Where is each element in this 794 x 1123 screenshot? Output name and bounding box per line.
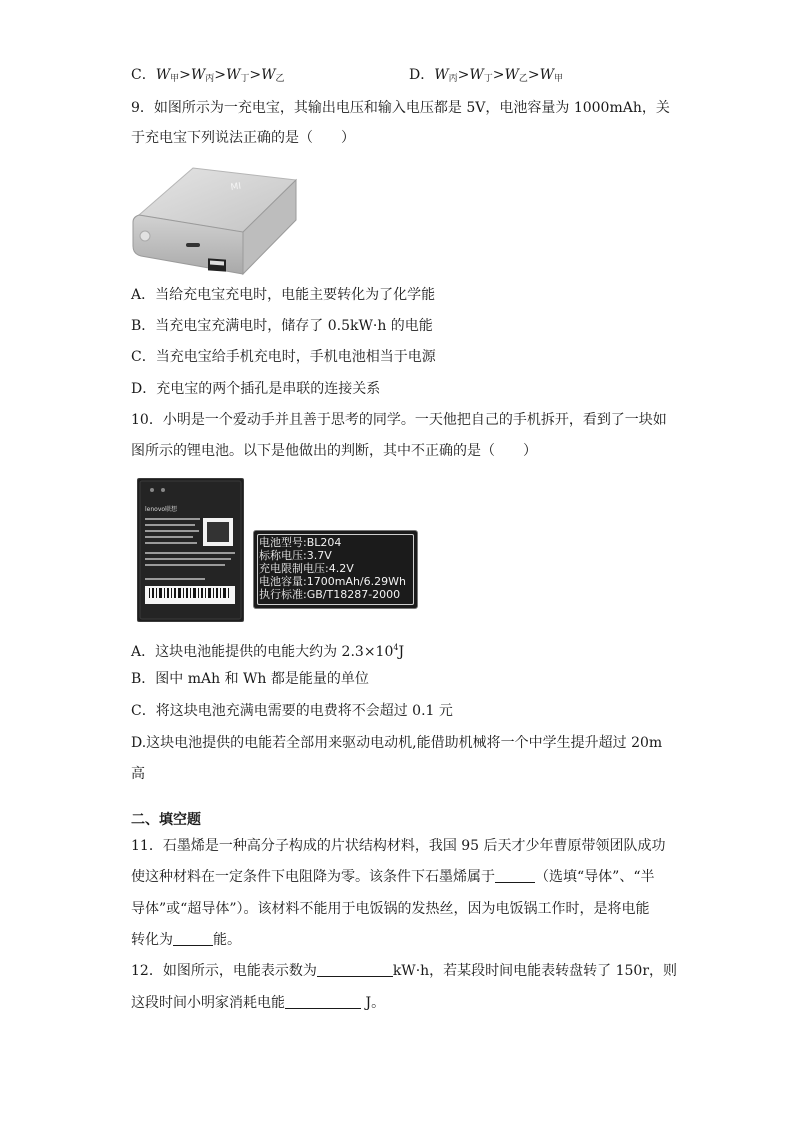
q8-option-c	[131, 65, 285, 89]
option-a-text: A．这块电池能提供的电能大约为 2.3×10	[131, 644, 394, 660]
w-symbol: >W	[179, 67, 206, 83]
w-symbol: >W	[214, 67, 241, 83]
q12-text: 12．如图所示，电能表示数为	[131, 963, 317, 979]
subscript: 乙	[275, 74, 285, 84]
q11-line4	[131, 930, 241, 950]
option-letter: D．	[409, 67, 435, 83]
power-bank-image	[131, 160, 301, 276]
label-capacity: 电池容量:1700mAh/6.29Wh	[259, 575, 406, 588]
answer-blank[interactable]	[317, 962, 393, 977]
q11-text: 能。	[213, 932, 241, 948]
label-charge-limit: 充电限制电压:4.2V	[259, 562, 354, 575]
q11-line3: 导体”或“超导体”）。该材料不能用于电饭锅的发热丝，因为电饭锅工作时，是将电能	[131, 901, 650, 917]
q9-option-d: D．充电宝的两个插孔是串联的连接关系	[131, 381, 381, 397]
subscript: 丁	[483, 74, 493, 84]
w-symbol: W	[434, 67, 449, 83]
subscript: 丙	[205, 74, 215, 84]
lithium-battery-image	[137, 478, 244, 622]
option-letter: C．	[131, 67, 156, 83]
label-model: 电池型号:BL204	[259, 536, 342, 549]
q12-line1	[131, 961, 677, 981]
w-symbol: >W	[492, 67, 519, 83]
battery-spec-label	[253, 530, 418, 609]
subscript: 丙	[448, 74, 458, 84]
subscript: 丁	[240, 74, 250, 84]
unit: J	[398, 644, 405, 660]
q10-option-d-line2: 高	[131, 766, 145, 782]
q10-option-d-line1: D.这块电池提供的电能若全部用来驱动电动机,能借助机械将一个中学生提升超过 20m	[131, 735, 663, 751]
power-bank-logo: MI	[230, 181, 242, 193]
q10-option-b: B．图中 mAh 和 Wh 都是能量的单位	[131, 671, 369, 687]
q11-text: 转化为	[131, 932, 173, 948]
q11-line1: 11．石墨烯是一种高分子构成的片状结构材料，我国 95 后天才少年曹原带领团队成功	[131, 838, 666, 854]
subscript: 乙	[518, 74, 528, 84]
q11-text: 使这种材料在一定条件下电阻降为零。该条件下石墨烯属于	[131, 869, 495, 885]
w-symbol: >W	[527, 67, 555, 83]
subscript: 甲	[554, 74, 564, 84]
q9-stem-line1: 9．如图所示为一充电宝，其输出电压和输入电压都是 5V，电池容量为 1000mAh，关	[131, 100, 670, 116]
q9-option-b: B．当充电宝充满电时，储存了 0.5kW·h 的电能	[131, 318, 433, 334]
q12-text: kW·h，若某段时间电能表转盘转了 150r，则	[392, 963, 678, 979]
q9-option-a: A．当给充电宝充电时，电能主要转化为了化学能	[131, 287, 436, 303]
w-symbol: >W	[249, 67, 276, 83]
section-title: 二、填空题	[131, 812, 201, 828]
q9-stem-line2: 于充电宝下列说法正确的是（ ）	[131, 130, 355, 146]
q11-line2	[131, 867, 654, 887]
battery-brand: lenovo联想	[145, 506, 178, 513]
q12-text: 这段时间小明家消耗电能	[131, 995, 285, 1011]
answer-blank[interactable]	[495, 868, 535, 883]
w-symbol: W	[155, 67, 171, 83]
q10-stem-line2: 图所示的锂电池。以下是他做出的判断，其中不正确的是（ ）	[131, 443, 537, 459]
exponent: 4	[393, 643, 399, 652]
q11-text: （选填“导体”、“半	[535, 869, 655, 885]
answer-blank[interactable]	[173, 931, 213, 946]
w-symbol: >W	[457, 67, 484, 83]
q10-stem-line1: 10．小明是一个爱动手并且善于思考的同学。一天他把自己的手机拆开，看到了一块如	[131, 412, 667, 428]
q12-text: J。	[361, 995, 386, 1011]
q12-line2	[131, 993, 385, 1013]
subscript: 甲	[170, 74, 180, 84]
answer-blank[interactable]	[285, 994, 361, 1009]
label-standard: 执行标准:GB/T18287-2000	[259, 588, 401, 601]
q10-option-c: C．将这块电池充满电需要的电费将不会超过 0.1 元	[131, 703, 453, 719]
q10-option-a	[131, 638, 404, 662]
q8-option-d	[409, 65, 563, 89]
label-voltage: 标称电压:3.7V	[259, 549, 332, 562]
q9-option-c: C．当充电宝给手机充电时，手机电池相当于电源	[131, 349, 436, 365]
